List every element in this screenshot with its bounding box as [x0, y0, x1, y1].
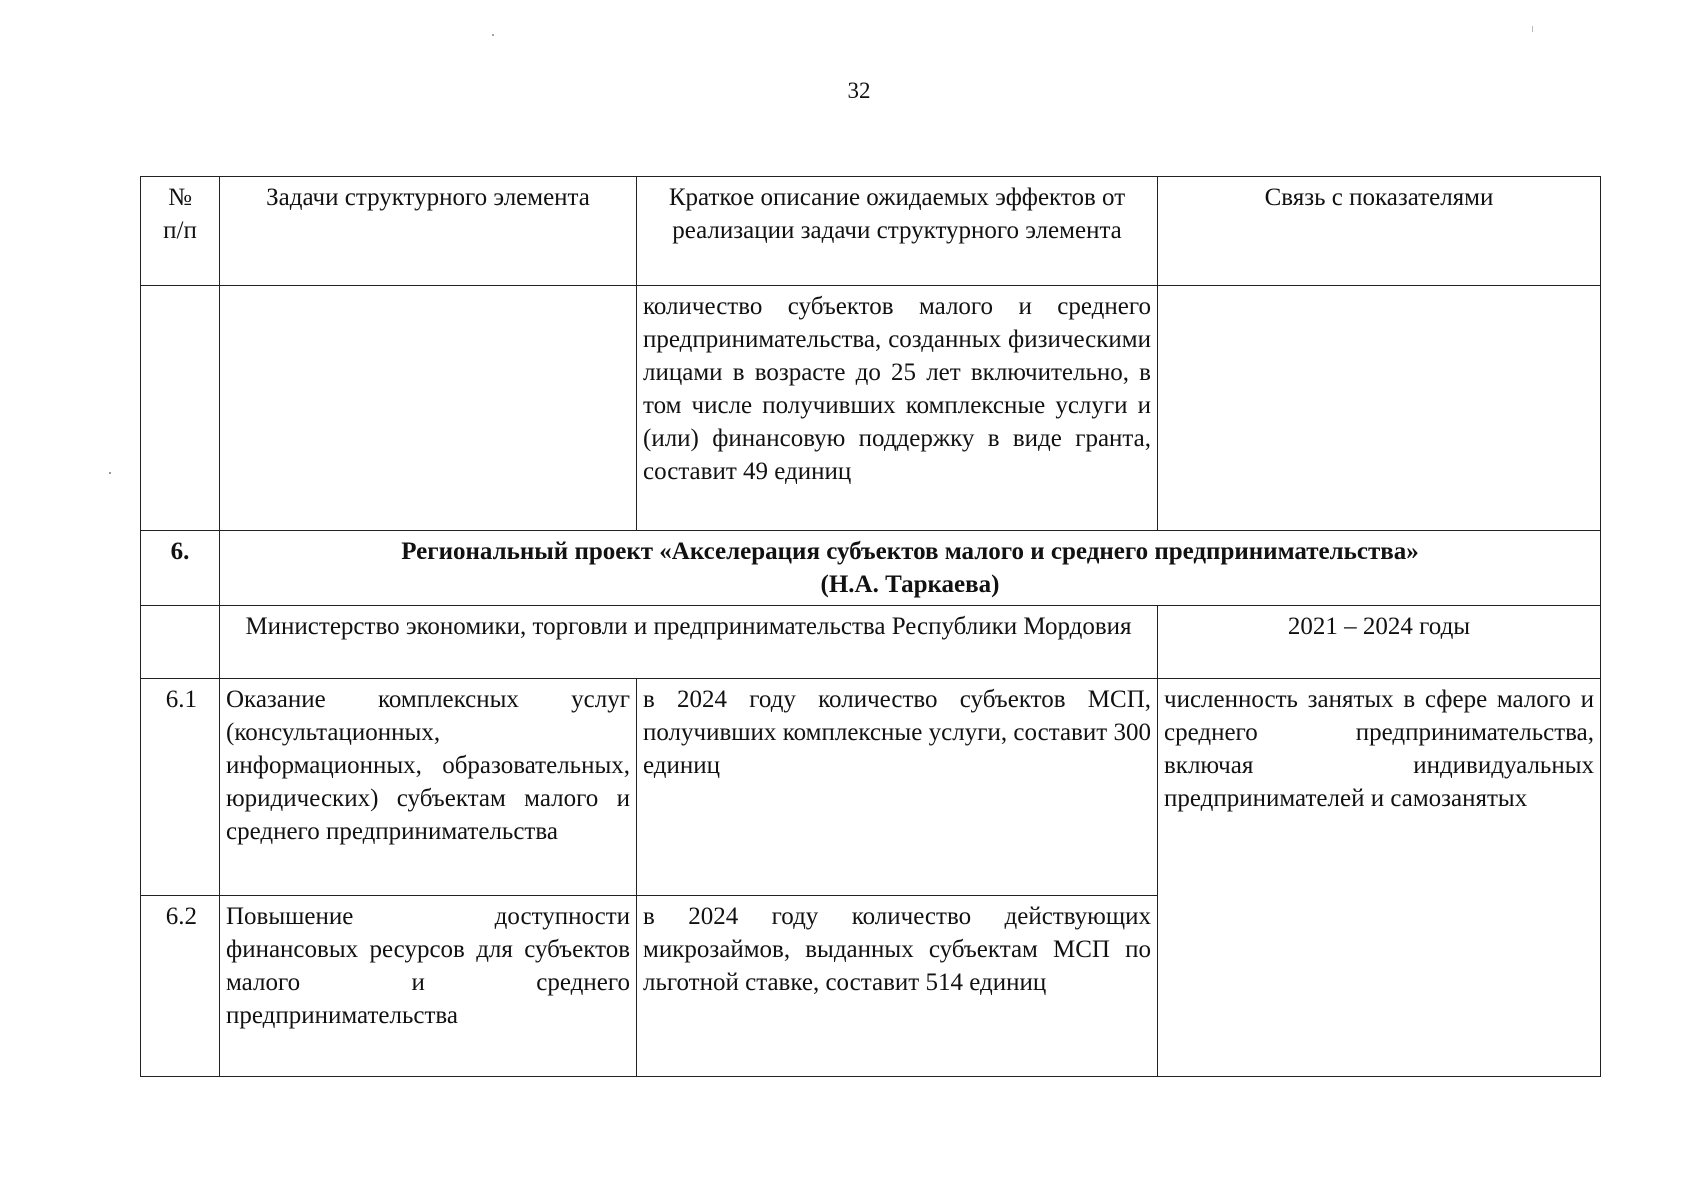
- row-num: 6.1: [141, 679, 220, 896]
- page-number: 32: [847, 78, 871, 103]
- cell-effect: количество субъектов малого и среднего предпринимательства, созданных физическими лицами в возрасте до 25 лет включительно, в том числе получивших комплексные услуги и (или) финансовую поддержку в виде гранта, составит 49 единиц: [637, 286, 1158, 531]
- structural-elements-table: [140, 176, 1601, 1077]
- scan-speck: [1532, 26, 1533, 32]
- responsible-row: [141, 606, 1601, 679]
- project-num: 6.: [141, 531, 220, 606]
- row-num: 6.2: [141, 896, 220, 1077]
- table-row: [141, 679, 1601, 896]
- table-header-row: [141, 177, 1601, 286]
- responsible-ministry: Министерство экономики, торговли и предпринимательства Республики Мордовия: [220, 606, 1158, 679]
- project-row: [141, 531, 1601, 606]
- cell-empty: [1158, 286, 1601, 531]
- row-effect: в 2024 году количество субъектов МСП, получивших комплексные услуги, составит 300 единиц: [637, 679, 1158, 896]
- cell-empty: [141, 606, 220, 679]
- header-effects: Краткое описание ожидаемых эффектов от реализации задачи структурного элемента: [637, 177, 1158, 286]
- project-title-line1: Региональный проект «Акселерация субъектов малого и среднего предпринимательства»: [401, 538, 1419, 565]
- scan-speck: [492, 34, 494, 36]
- row-effect: в 2024 году количество действующих микрозаймов, выданных субъектам МСП по льготной ставке, составит 514 единиц: [637, 896, 1158, 1077]
- implementation-period: 2021 – 2024 годы: [1158, 606, 1601, 679]
- table-row: [141, 286, 1601, 531]
- project-title-line2: (Н.А. Таркаева): [820, 571, 1000, 598]
- header-num: № п/п: [141, 177, 220, 286]
- header-indicators: Связь с показателями: [1158, 177, 1601, 286]
- row-indicator: численность занятых в сфере малого и среднего предпринимательства, включая индивидуальных предпринимателей и самозанятых: [1158, 679, 1601, 1077]
- header-tasks: Задачи структурного элемента: [220, 177, 637, 286]
- scan-speck: [109, 472, 111, 474]
- row-task: Оказание комплексных услуг (консультационных, информационных, образовательных, юридических) субъектам малого и среднего предпринимательства: [220, 679, 637, 896]
- project-title: [220, 531, 1601, 606]
- cell-empty: [220, 286, 637, 531]
- cell-empty: [141, 286, 220, 531]
- row-task: Повышение доступности финансовых ресурсов для субъектов малого и среднего предпринимательства: [220, 896, 637, 1077]
